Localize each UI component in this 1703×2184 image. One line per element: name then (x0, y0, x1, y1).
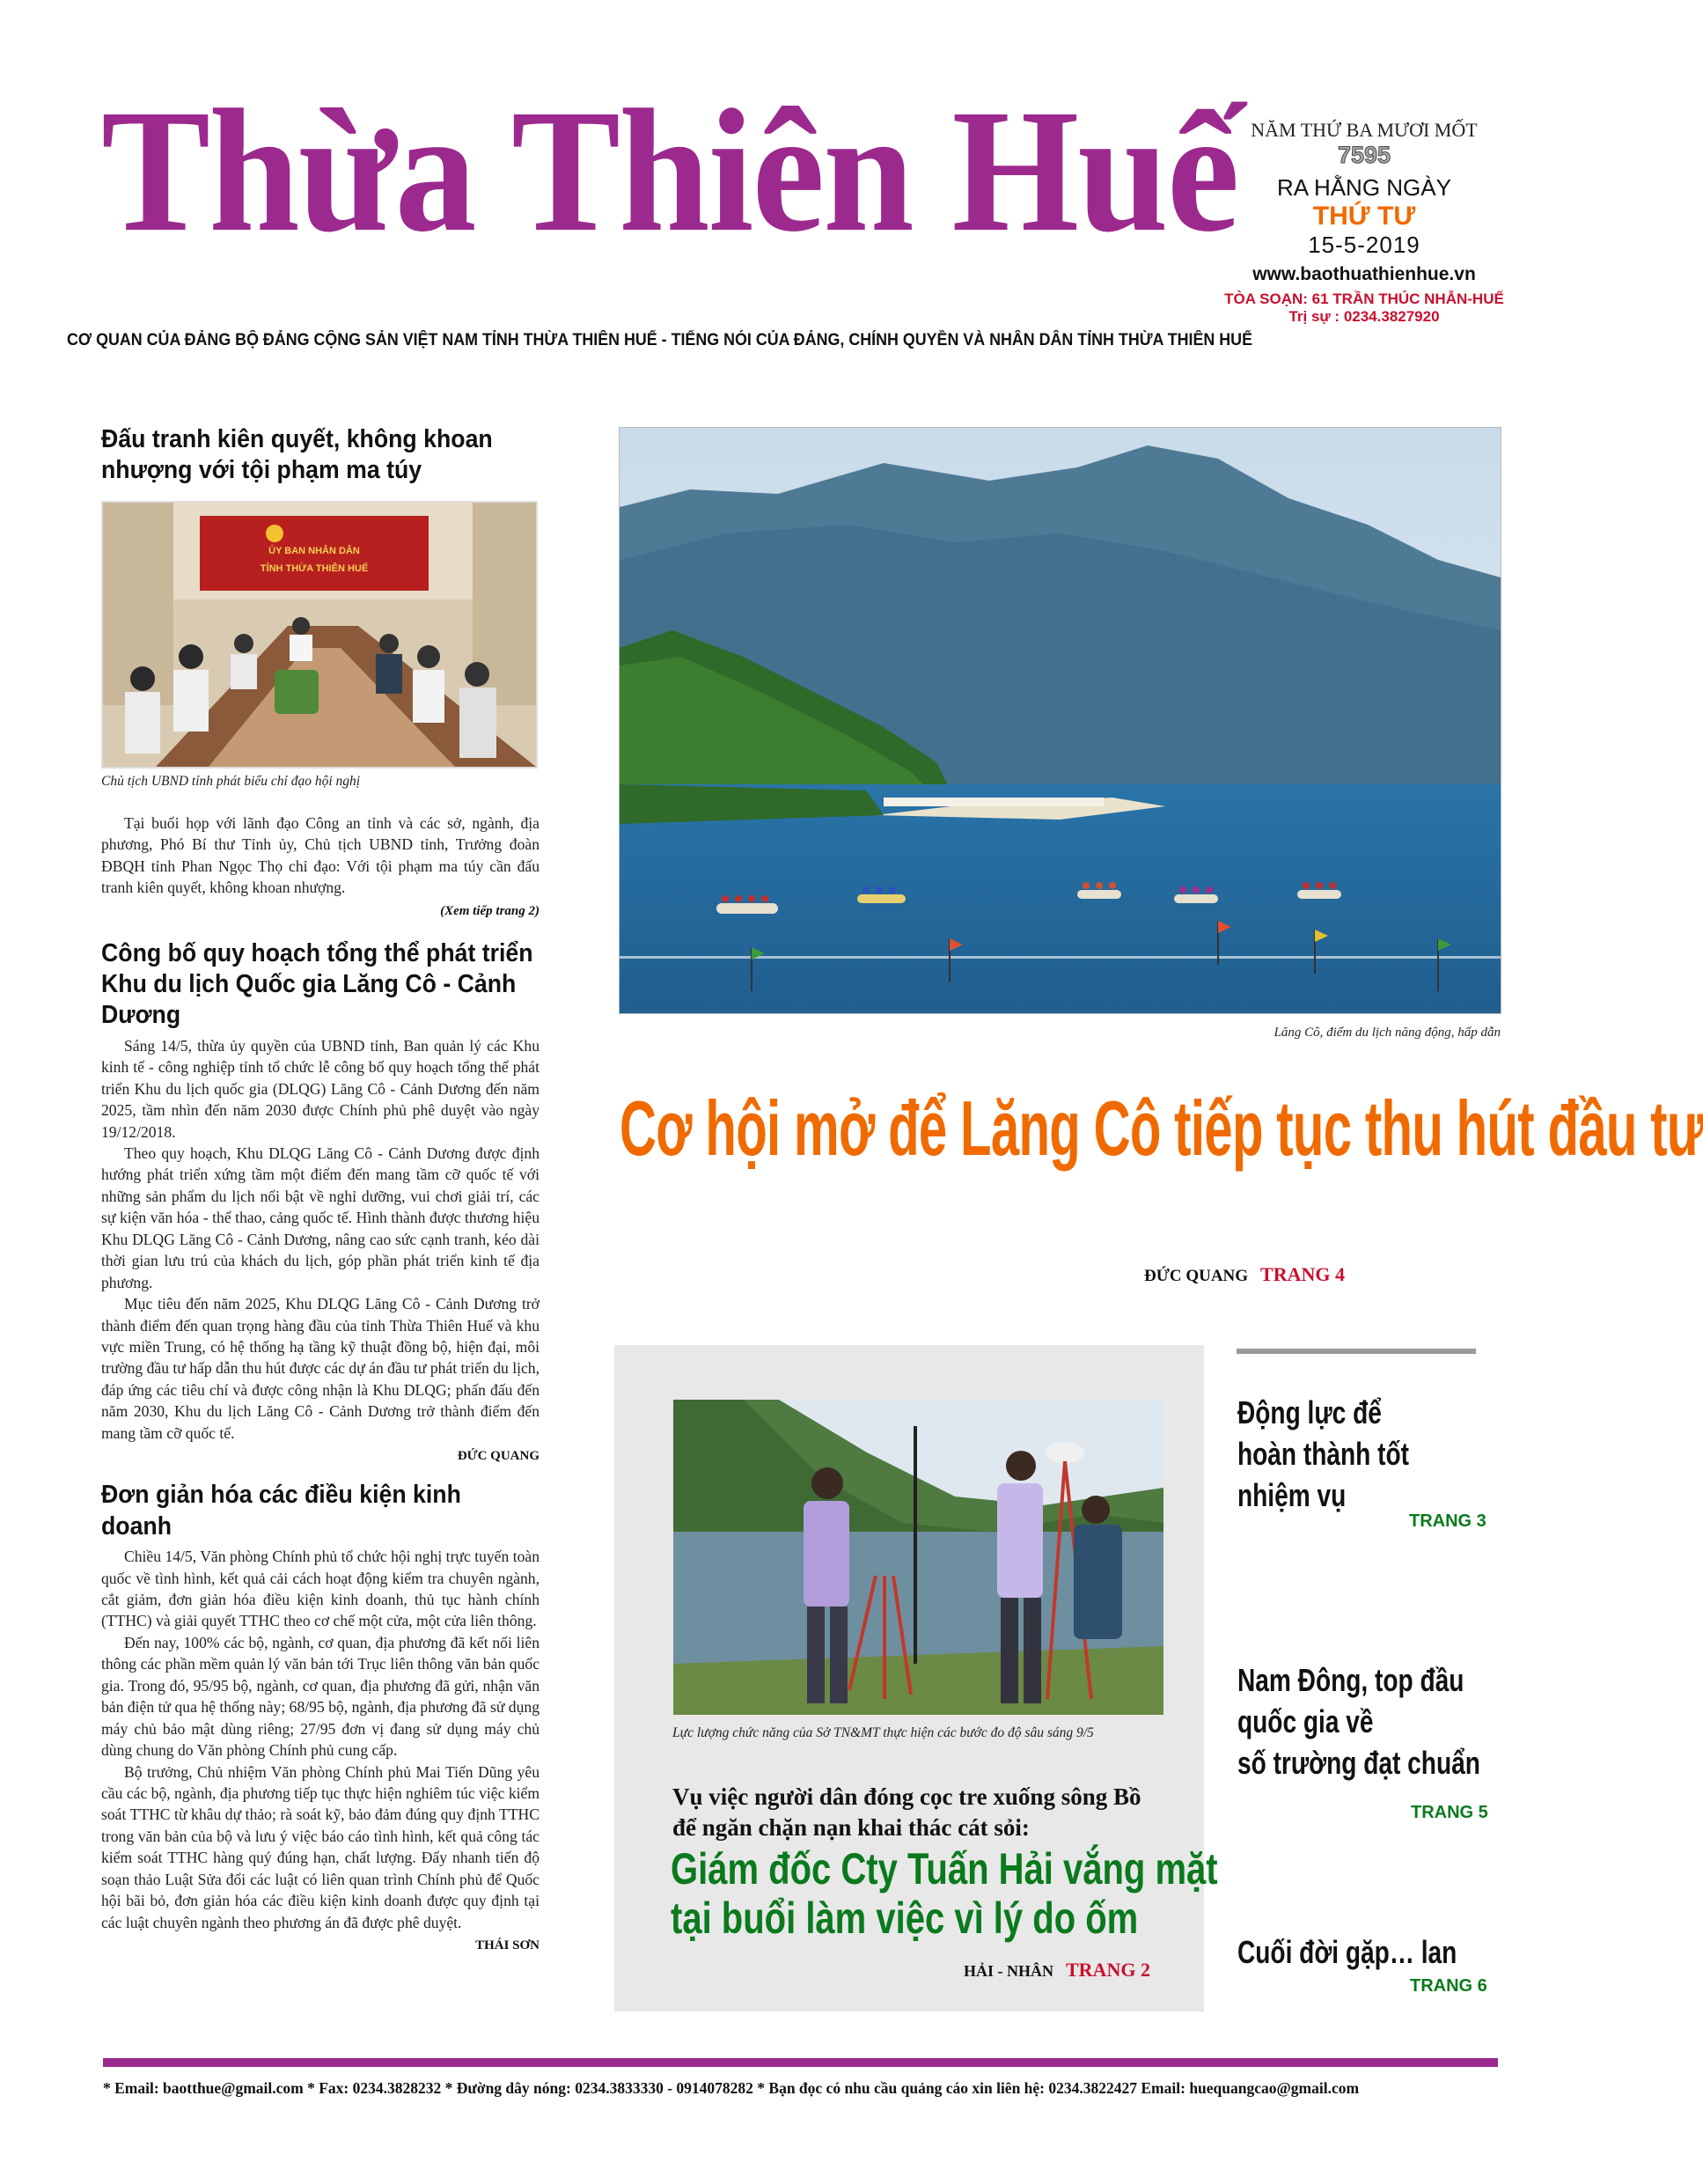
lead-photo-caption: Lăng Cô, điểm du lịch năng động, hấp dẫn (1274, 1026, 1501, 1040)
feature-kicker (672, 1782, 1165, 1843)
teaser-line: hoàn thành tốt (1237, 1435, 1409, 1472)
paragraph: Bộ trưởng, Chủ nhiệm Văn phòng Chính phủ Mai Tiến Dũng yêu cầu các bộ, ngành, địa phương tiếp tục thực hiện nghiêm túc việc kiểm soát TTHC từ khâu dự thảo; rà soát kỹ, bảo đảm đúng quy định TTHC trong văn bản của bộ và lưu ý việc báo cáo tình hình, kết quả công tác kiểm soát TTHC hàng quý đúng hạn, chất lượng. Đẩy nhanh tiến độ soạn thảo Luật Sửa đổi các luật có liên quan trình Chính phủ để Quốc hội bãi bỏ, đơn giản hóa các điều kiện kinh doanh được quy định tại các luật chuyên ngành theo phương án đã được phê duyệt. (101, 1762, 540, 1931)
footer-contact: * Email: baotthue@gmail.com * Fax: 0234.3828232 * Đường dây nóng: 0234.3833330 - 0914078282 * Bạn đọc có nhu cầu quảng cáo xin liên hệ: 0234.3822427 Email: huequangcao@gmail.com (103, 2079, 1360, 2097)
teaser-title: Cuối đời gặp… lan (1237, 1934, 1457, 1970)
left-column (101, 424, 540, 1953)
feature-page-ref[interactable]: TRANG 2 (1066, 1959, 1150, 1981)
teaser-page-ref[interactable]: TRANG 3 (1409, 1511, 1486, 1531)
kicker-line: Vụ việc người dân đóng cọc tre xuống sông Bồ (672, 1783, 1141, 1810)
headline-line: Khu du lịch Quốc gia Lăng Cô - Cảnh Dương (101, 969, 517, 1030)
headline-line: tại buổi làm việc vì lý do ốm (671, 1894, 1139, 1943)
article-drug-crime[interactable] (101, 424, 540, 919)
paragraph: Đến nay, 100% các bộ, ngành, cơ quan, địa phương đã kết nối liên thông các phần mềm quản lý văn bản tới Trục liên thông văn bản quốc gia. Trong đó, 95/95 bộ, ngành, cơ quan, địa phương đã gửi, nhận văn bản điện tử qua hệ thống này; 68/95 bộ, ngành, địa phương đã sử dụng máy chủ bảo mật dùng riêng; 27/95 đơn vị đang sử dụng máy chủ dùng chung do Văn phòng Chính phủ cung cấp. (101, 1633, 540, 1760)
article-body (101, 1035, 540, 1445)
website[interactable]: www.baothuathienhue.vn (1252, 264, 1476, 284)
paragraph: Tại buổi họp với lãnh đạo Công an tỉnh và các sở, ngành, địa phương, Phó Bí thư Tỉnh ủy, Chủ tịch UBND tỉnh, Trưởng đoàn ĐBQH tỉnh Phan Ngọc Thọ chỉ đạo: Với tội phạm ma túy cần đấu tranh kiên quyết, không khoan nhượng. (101, 813, 540, 897)
article-headline (101, 938, 537, 1032)
feature-headline[interactable] (671, 1844, 1218, 1943)
lead-author: ĐỨC QUANG (1144, 1267, 1249, 1285)
teaser-orchid[interactable] (1237, 1932, 1501, 1974)
issue-info (1215, 119, 1514, 326)
lead-page-ref[interactable]: TRANG 4 (1260, 1263, 1345, 1285)
feature-byline (964, 1959, 1150, 1982)
meeting-photo-image (103, 503, 536, 767)
teaser-line: nhiệm vụ (1237, 1476, 1347, 1513)
masthead-title: Thừa Thiên Huế (101, 74, 1238, 268)
teaser-page-ref[interactable]: TRANG 5 (1411, 1803, 1488, 1822)
lang-co-photo-image (620, 428, 1501, 1013)
survey-photo (673, 1400, 1163, 1715)
survey-photo-image (673, 1400, 1163, 1715)
article-business-conditions[interactable] (101, 1480, 540, 1953)
author-byline: THÁI SƠN (475, 1938, 540, 1953)
feature-author: HẢI - NHÂN (964, 1962, 1053, 1980)
teaser-nam-dong[interactable] (1237, 1660, 1501, 1783)
publication-frequency: RA HẰNG NGÀY (1277, 174, 1451, 201)
article-lang-co-planning[interactable] (101, 938, 540, 1465)
issue-date: 15-5-2019 (1308, 232, 1420, 258)
meeting-photo (101, 501, 538, 768)
article-headline: Đơn giản hóa các điều kiện kinh doanh (101, 1481, 461, 1541)
photo-sign-text: ỦY BAN NHÂN DÂN (268, 545, 360, 556)
teaser-divider (1237, 1349, 1476, 1354)
lang-co-photo (619, 427, 1501, 1014)
office-phone: Trị sự : 0234.3827920 (1288, 308, 1440, 325)
lead-headline[interactable]: Cơ hội mở để Lăng Cô tiếp tục thu hút đầu tư (620, 1085, 1703, 1172)
article-body (101, 1546, 540, 1933)
teaser-line: Động lực để (1237, 1394, 1382, 1430)
issue-number: 7595 (1337, 142, 1391, 168)
paragraph: Chiều 14/5, Văn phòng Chính phủ tổ chức hội nghị trực tuyến toàn quốc về tình hình, kết quả cải cách hoạt động kiểm tra chuyên ngành, cắt giảm, đơn giản hóa điều kiện kinh doanh, thủ tục hành chính (TTHC) và giải quyết TTHC theo cơ chế một cửa, một cửa liên thông. (101, 1548, 540, 1630)
weekday: THỨ TƯ (1312, 202, 1416, 231)
office-address: TÒA SOẠN: 61 TRẦN THÚC NHẪN-HUẾ (1224, 290, 1504, 307)
masthead-tagline: CƠ QUAN CỦA ĐẢNG BỘ ĐẢNG CỘNG SẢN VIỆT NAM TỈNH THỪA THIÊN HUẾ - TIẾNG NÓI CỦA ĐẢNG, CHÍNH QUYỀN VÀ NHÂN DÂN TỈNH THỪA THIÊN HUẾ (67, 331, 1253, 349)
footer-divider (103, 2058, 1498, 2067)
publication-year: NĂM THỨ BA MƯƠI MỐT (1251, 119, 1478, 141)
author-byline: ĐỨC QUANG (457, 1449, 540, 1464)
headline-line: Giám đốc Cty Tuấn Hải vắng mặt (671, 1844, 1218, 1894)
headline-line: Công bố quy hoạch tổng thể phát triển (101, 938, 533, 967)
headline-line: Đấu tranh kiên quyết, không khoan (101, 425, 493, 453)
paragraph: Sáng 14/5, thừa ủy quyền của UBND tỉnh, Ban quản lý các Khu kinh tế - công nghiệp tỉnh tổ chức lễ công bố quy hoạch tổng thể phát triển Khu du lịch quốc gia (DLQG) Lăng Cô - Cảnh Dương đến năm 2025, tầm nhìn đến năm 2030 được Chính phủ phê duyệt vào ngày 19/12/2018. (101, 1036, 540, 1141)
article-body (101, 813, 540, 899)
paragraph: Mục tiêu đến năm 2025, Khu DLQG Lăng Cô - Cảnh Dương trở thành điểm đến quan trọng hàng đầu của tỉnh Thừa Thiên Huế và khu vực miền Trung, có hệ thống hạ tầng kỹ thuật đồng bộ, hiện đại, môi trường đầu tư hấp dẫn thu hút được các dự án đầu tư phát triển du lịch, đáp ứng các tiêu chí và được công nhận là Khu DLQG; phấn đấu đến năm 2030, Khu du lịch Lăng Cô - Cảnh Dương trở thành điểm đến mang tầm cỡ quốc tế. (101, 1295, 540, 1442)
teaser-line: Nam Đông, top đầu (1237, 1662, 1464, 1698)
teaser-title (1237, 1393, 1443, 1516)
teaser-line: số trường đạt chuẩn (1237, 1744, 1480, 1781)
teaser-line: quốc gia về (1237, 1702, 1374, 1739)
teaser-motivation[interactable] (1237, 1393, 1501, 1516)
kicker-line: để ngăn chặn nạn khai thác cát sỏi: (672, 1814, 1030, 1842)
photo-caption: Chủ tịch UBND tỉnh phát biểu chỉ đạo hội nghị (101, 773, 361, 789)
photo-sign-text: TỈNH THỪA THIÊN HUẾ (260, 563, 369, 574)
teaser-title (1237, 1660, 1480, 1783)
teaser-page-ref[interactable]: TRANG 6 (1410, 1976, 1487, 1996)
headline-line: nhượng với tội phạm ma túy (101, 456, 422, 485)
paragraph: Theo quy hoạch, Khu DLQG Lăng Cô - Cảnh Dương được định hướng phát triển xứng tầm một điểm đến mang tầm cỡ quốc tế với những sản phẩm du lịch nổi bật về nghỉ dưỡng, vui chơi giải trí, các sự kiện văn hóa - thể thao, cảng quốc tế. Hình thành được thương hiệu Khu DLQG Lăng Cô - Cảnh Dương, nâng cao sức cạnh tranh, kéo dài thời gian lưu trú của khách du lịch, góp phần phát triển kinh tế địa phương. (101, 1143, 540, 1291)
article-headline (101, 424, 537, 487)
continued-note[interactable]: (Xem tiếp trang 2) (440, 903, 540, 918)
lead-byline (1144, 1263, 1345, 1286)
survey-photo-caption: Lực lượng chức năng của Sở TN&MT thực hiện các bước đo độ sâu sáng 9/5 (672, 1725, 1094, 1740)
